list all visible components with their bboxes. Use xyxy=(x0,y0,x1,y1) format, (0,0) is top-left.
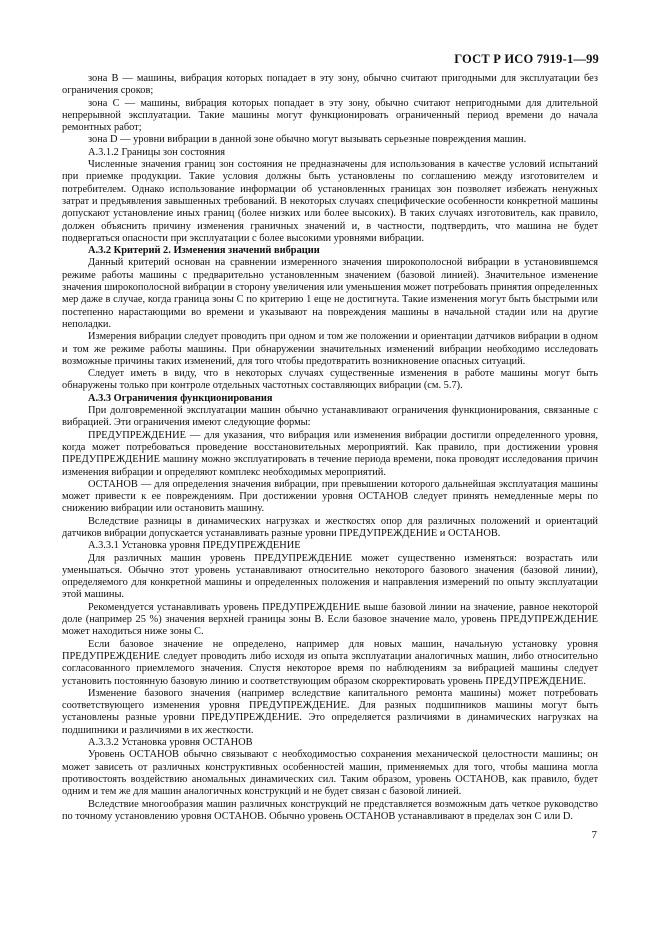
frequency-note-paragraph: Следует иметь в виду, что в некоторых случаях существенные изменения в работе машины могут быть обнаружены только при контроле отдельных частотных составляющих вибрации (см. 5.7). xyxy=(62,368,598,392)
section-heading-a331: А.3.3.1 Установка уровня ПРЕДУПРЕЖДЕНИЕ xyxy=(88,540,301,552)
section-heading-a332: А.3.3.2 Установка уровня ОСТАНОВ xyxy=(88,737,253,749)
warning-level-paragraph-1: Для различных машин уровень ПРЕДУПРЕЖДЕНИЕ может существенно изменяться: возрастать или уменьшаться. Обычно этот уровень устанавливают относительно некоторого базового значения (базовой линии), определяемого для конкретной машины и определенных положения и направления измерений по опыту эксплуатации этой машины. xyxy=(62,552,598,601)
criterion-2-paragraph: Данный критерий основан на сравнении измеренного значения широкополосной вибрации в установившемся режиме работы машины с предварительно установленным значением (базовой линией). Значительное изменение значения широкополосной вибрации в сторону увеличения или уменьшения может потребовать принятия определенных мер даже в случае, когда граница зоны С по критерию 1 еще не достигнута. Такие изменения могут быть быстрыми или постепенно нарастающими во времени и указывают на повреждения машины в начальной стадии или на другие неполадки. xyxy=(62,257,598,330)
different-levels-paragraph: Вследствие разницы в динамических нагрузках и жесткостях опор для различных положений и ориентаций датчиков вибрации допускается устанавливать разные уровни ПРЕДУПРЕЖДЕНИЕ и ОСТАНОВ. xyxy=(62,515,598,539)
limits-intro-paragraph: При долговременной эксплуатации машин обычно устанавливают ограничения функционирования, связанные с вибрацией. Эти ограничения имеют следующие формы: xyxy=(62,405,598,429)
zone-c-paragraph: зона С — машины, вибрация которых попадает в эту зону, обычно считают непригодными для длительной непрерывной эксплуатации. Такие машины могут функционировать ограниченный период времени до начала ремонтных работ; xyxy=(62,97,598,134)
document-body xyxy=(62,73,598,823)
stop-level-paragraph-2: Вследствие многообразия машин различных конструкций не представляется возможным дать четкое руководство по точному установлению уровня ОСТАНОВ. Обычно уровень ОСТАНОВ устанавливают в пределах зон С или D. xyxy=(62,798,598,822)
warning-level-paragraph-3: Если базовое значение не определено, например для новых машин, начальную установку уровня ПРЕДУПРЕЖДЕНИЕ следует проводить либо исходя из опыта эксплуатации аналогичных машин, либо относительно согласованного приемлемого значения. Спустя некоторое время по наблюдениям за вибрацией машины следует установить постоянную базовую линию и соответствующим образом скорректировать уровень ПРЕДУПРЕЖДЕНИЕ. xyxy=(62,638,598,687)
warning-level-paragraph-2: Рекомендуется устанавливать уровень ПРЕДУПРЕЖДЕНИЕ выше базовой линии на значение, равное некоторой доле (например 25 %) значения верхней границы зоны В. Если базовое значение мало, уровень ПРЕДУПРЕЖДЕНИЕ может находиться ниже зоны С. xyxy=(62,601,598,638)
stop-level-paragraph-1: Уровень ОСТАНОВ обычно связывают с необходимостью сохранения механической целостности машины; он может зависеть от различных конструктивных особенностей машин, применяемых для того, чтобы машина могла противостоять воздействию аномальных динамических сил. Таким образом, уровень ОСТАНОВ, как правило, будет одним и тем же для машин аналогичных конструкций и не будет связан с базовой линией. xyxy=(62,749,598,798)
warning-level-paragraph-4: Изменение базового значения (например вследствие капитального ремонта машины) может потребовать соответствующего изменения уровня ПРЕДУПРЕЖДЕНИЕ. Для разных подшипников машины могут быть установлены разные уровни ПРЕДУПРЕЖДЕНИЕ. Это определяется различиями в динамических нагрузках на подшипники и различиями в их жесткости. xyxy=(62,687,598,736)
zone-limits-paragraph: Численные значения границ зон состояния не предназначены для использования в качестве условий испытаний при приемке продукции. Такие условия должны быть установлены по соглашению между изготовителем и потребителем. Однако использование информации об установленных границах зон позволяет избежать ненужных затрат и предъявления завышенных требований. В некоторых случаях специфические особенности конкретной машины допускают установление иных границ (более низких или более высоких). В таких случаях изготовитель, как правило, должен объяснить причину изменения граничных значений и, в частности, подтвердить, что машина не будет подвергаться опасности при эксплуатации с более высокими уровнями вибрации. xyxy=(62,159,598,244)
page-number: 7 xyxy=(591,829,597,841)
zone-d-paragraph: зона D — уровни вибрации в данной зоне обычно могут вызывать серьезные повреждения машин. xyxy=(88,134,527,146)
measurement-paragraph: Измерения вибрации следует проводить при одном и том же положении и ориентации датчиков вибрации в одном и том же режиме работы машины. При обнаружении значительных изменений вибрации необходимо исследовать возможные причины таких изменений, для того чтобы предотвратить возникновение опасных ситуаций. xyxy=(62,331,598,367)
section-heading-a312: А.3.1.2 Границы зон состояния xyxy=(88,146,226,158)
section-heading-a33: А.3.3 Ограничения функционирования xyxy=(88,392,273,404)
warning-definition-paragraph: ПРЕДУПРЕЖДЕНИЕ — для указания, что вибрация или изменения вибрации достигли определенного уровня, когда может потребоваться проведение восстановительных мероприятий. Как правило, при достижении уровня ПРЕДУПРЕЖДЕНИЕ машину можно эксплуатировать в течение периода времени, пока проводят исследования причин изменения вибрации и определяют комплекс необходимых мероприятий. xyxy=(62,429,598,478)
section-heading-a32: А.3.2 Критерий 2. Изменения значений вибрации xyxy=(88,245,320,257)
zone-b-paragraph: зона В — машины, вибрация которых попадает в эту зону, обычно считают пригодными для эксплуатации без ограничения сроков; xyxy=(62,73,598,97)
stop-definition-paragraph: ОСТАНОВ — для определения значения вибрации, при превышении которого дальнейшая эксплуатация машины может привести к ее повреждениям. При достижении уровня ОСТАНОВ следует принять немедленные меры по снижению вибрации или остановить машину. xyxy=(62,478,598,515)
document-header: ГОСТ Р ИСО 7919-1—99 xyxy=(454,52,599,66)
